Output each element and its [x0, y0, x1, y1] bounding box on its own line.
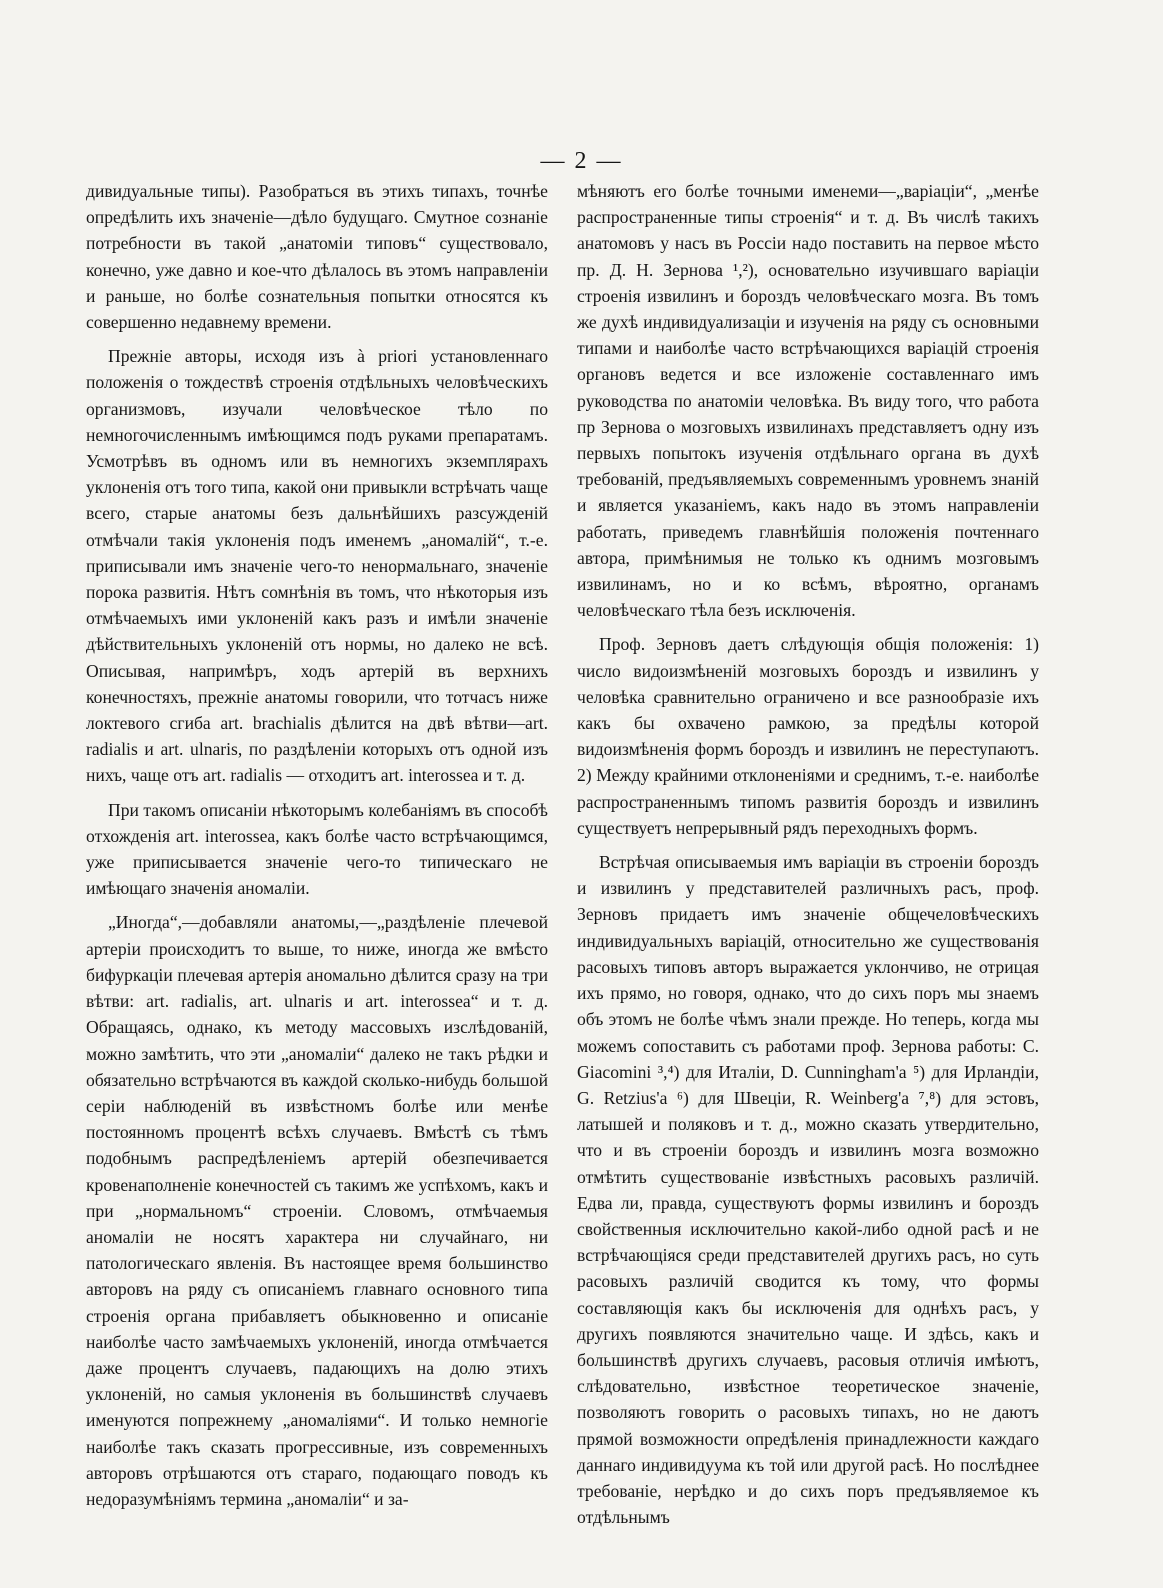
paragraph: „Иногда“,—добавляли анатомы,—„раздѣленіе плечевой артеріи происходитъ то выше, то ниже, иногда же вмѣсто бифуркаціи плечевая артерія аномально дѣлится сразу на три вѣтви: art. radialis, art. ulnaris и art. interossea“ и т. д. Обращаясь, однако, къ методу массовыхъ изслѣдованій, можно замѣтить, что эти „аномаліи“ далеко не такъ рѣдки и обязательно встрѣчаются въ каждой сколько-нибудь большой серіи наблюденій въ извѣстномъ болѣе или менѣе постоянномъ процентѣ всѣхъ случаевъ. Вмѣстѣ съ тѣмъ подобнымъ распредѣленіемъ артерій обезпечивается кровенаполненіе конечностей съ такимъ же успѣхомъ, какъ и при „нормальномъ“ строеніи. Словомъ, отмѣчаемыя аномаліи не носятъ характера ни случайнаго, ни патологическаго явленія. Въ настоящее время большинство авторовъ на ряду съ описаніемъ главнаго основного типа строенія органа прибавляетъ обыкновенно и описаніе наиболѣе часто замѣчаемыхъ уклоненій, иногда отмѣчается даже процентъ случаевъ, падающихъ на долю этихъ уклоненій, но самыя уклоненія въ большинствѣ случаевъ именуются попрежнему „аномаліями“. И только немногіе наиболѣе такъ сказать прогрессивные, изъ современныхъ авторовъ отрѣшаются отъ стараго, подающаго поводъ къ недоразумѣніямъ термина „аномаліи“ и за-: [86, 912, 548, 1509]
right-column: [577, 178, 1039, 1538]
left-column: [86, 178, 548, 1520]
paragraph: Встрѣчая описываемыя имъ варіаціи въ строеніи бороздъ и извилинъ у представителей различныхъ расъ, проф. Зерновъ придаетъ имъ значеніе общечеловѣческихъ индивидуальныхъ варіацій, относительно же существованія расовыхъ типовъ авторъ выражается уклончиво, не отрицая ихъ прямо, но говоря, однако, что до сихъ поръ мы знаемъ объ этомъ не болѣе чѣмъ знали прежде. Но теперь, когда мы можемъ сопоставить съ работами проф. Зернова работы: C. Giacomini ³,⁴) для Италіи, D. Cunningham'a ⁵) для Ирландіи, G. Retzius'a ⁶) для Швеціи, R. Weinberg'a ⁷,⁸) для эстовъ, латышей и поляковъ и т. д., можно сказать утвердительно, что и въ строеніи бороздъ и извилинъ мозга возможно отмѣтить существованіе извѣстныхъ расовыхъ различій. Едва ли, правда, существуютъ формы извилинъ и бороздъ свойственныя исключительно какой-либо одной расѣ и не встрѣчающіяся среди представителей другихъ расъ, но суть расовыхъ различій сводится къ тому, что формы составляющія какъ бы исключенія для однѣхъ расъ, у другихъ появляются значительно чаще. И здѣсь, какъ и большинствѣ другихъ случаевъ, расовыя отличія имѣютъ, слѣдовательно, извѣстное теоретическое значеніе, позволяютъ говорить о расовыхъ типахъ, но не даютъ прямой возможности опредѣленія принадлежности каждаго даннаго индивидуума къ той или другой расѣ. Но послѣднее требованіе, нерѣдко и до сихъ поръ предъявляемое къ отдѣльнымъ: [577, 852, 1039, 1528]
paragraph: При такомъ описаніи нѣкоторымъ колебаніямъ въ способѣ отхожденія art. interossea, какъ болѣе часто встрѣчающимся, уже приписывается значеніе чего-то типическаго не имѣющаго значенія аномаліи.: [86, 799, 548, 899]
page-number: — 2 —: [540, 148, 623, 174]
paragraph: Проф. Зерновъ даетъ слѣдующія общія положенія: 1) число видоизмѣненій мозговыхъ бороздъ и извилинъ у человѣка сравнительно ограничено и все разнообразіе ихъ какъ бы охвачено рамкою, за предѣлы которой видоизмѣненія формъ бороздъ и извилинъ не переступаютъ. 2) Между крайними отклоненіями и среднимъ, т.-е. наиболѣе распространеннымъ типомъ развитія бороздъ и извилинъ существуетъ непрерывный рядъ переходныхъ формъ.: [577, 634, 1039, 838]
paragraph: дивидуальные типы). Разобраться въ этихъ типахъ, точнѣе опредѣлить ихъ значеніе—дѣло будущаго. Смутное сознаніе потребности въ такой „анатоміи типовъ“ существовало, конечно, уже давно и кое-что дѣлалось въ этомъ направленіи и раньше, но болѣе сознательныя попытки относятся къ совершенно недавнему времени.: [86, 181, 548, 333]
paragraph: мѣняютъ его болѣе точными именеми—„варіаціи“, „менѣе распространенные типы строенія“ и т. д. Въ числѣ такихъ анатомовъ у насъ въ Россіи надо поставить на первое мѣсто пр. Д. Н. Зернова ¹,²), основательно изучившаго варіаціи строенія извилинъ и бороздъ человѣческаго мозга. Въ томъ же духѣ индивидуализаціи и изученія на ряду съ основными типами и наиболѣе часто встрѣчающихся варіацій строенія органовъ ведется и все изложеніе составленнаго имъ руководства по анатоміи человѣка. Въ виду того, что работа пр Зернова о мозговыхъ извилинахъ представляетъ одну изъ первыхъ попытокъ изученія отдѣльнаго органа въ духѣ требованій, предъявляемыхъ современнымъ уровнемъ знаній и является указаніемъ, какъ надо въ этомъ направленіи работать, приведемъ главнѣйшія положенія почтеннаго автора, примѣнимыя не только къ однимъ мозговымъ извилинамъ, но и ко всѣмъ, вѣроятно, органамъ человѣческаго тѣла безъ исключенія.: [577, 181, 1039, 621]
paragraph: Прежніе авторы, исходя изъ à priori установленнаго положенія о тождествѣ строенія отдѣльныхъ человѣческихъ организмовъ, изучали человѣческое тѣло по немногочисленнымъ имѣющимся подъ руками препаратамъ. Усмотрѣвъ въ одномъ или въ немногихъ экземплярахъ уклоненія отъ того типа, какой они привыкли встрѣчать чаще всего, старые анатомы безъ дальнѣйшихъ разсужденій отмѣчали такія уклоненія подъ именемъ „аномалій“, т.-е. приписывали имъ значеніе чего-то ненормальнаго, значеніе порока развитія. Нѣтъ сомнѣнія въ томъ, что нѣкоторыя изъ отмѣчаемыхъ ими уклоненій какъ разъ и имѣли значеніе дѣйствительныхъ уклоненій отъ нормы, но далеко не всѣ. Описывая, напримѣръ, ходъ артерій въ верхнихъ конечностяхъ, прежніе анатомы говорили, что тотчасъ ниже локтевого сгиба art. brachialis дѣлится на двѣ вѣтви—art. radialis и art. ulnaris, по раздѣленіи которыхъ отъ одной изъ нихъ, чаще отъ art. radialis — отходитъ art. interossea и т. д.: [86, 346, 548, 786]
